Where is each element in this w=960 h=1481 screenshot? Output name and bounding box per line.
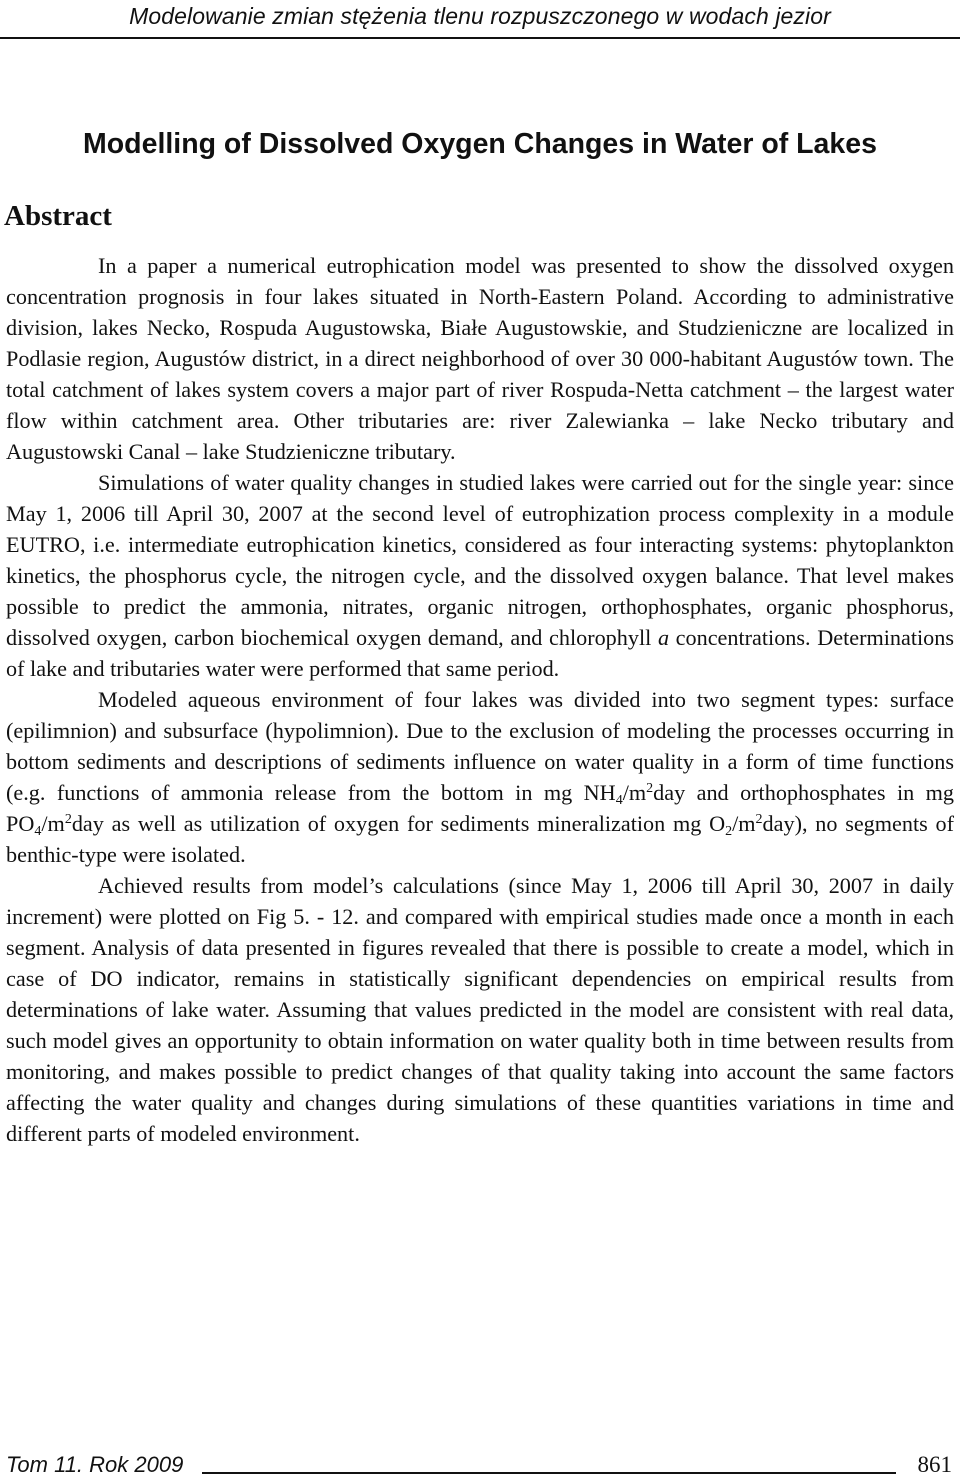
paragraph-text-segment: 2 <box>646 781 654 796</box>
abstract-paragraph <box>6 250 954 467</box>
abstract-paragraph <box>6 870 954 1149</box>
paragraph-text-segment: day), no segments of benthic-type were isolated. <box>6 811 954 867</box>
paragraph-text-segment: 2 <box>755 812 763 827</box>
paragraph-text-segment: concentrations. Determinations of lake and tributaries water were performed that same period. <box>6 625 954 681</box>
paragraph-text-segment: day as well as utilization of oxygen for sediments mineralization mg O <box>71 811 726 836</box>
footer-rule <box>202 1472 896 1474</box>
paragraph-text-segment: 4 <box>615 793 623 808</box>
paragraph-text-segment: Modeled aqueous environment of four lakes was divided into two segment types: surface (epilimnion) and subsurface (hypolimnion). Due to the exclusion of modeling the processes occurring in bottom sediments and descriptions of sediments influence on water quality in a form of time functions (e.g. functions of ammonia release from the bottom in mg NH <box>6 687 954 805</box>
abstract-paragraph <box>6 684 954 870</box>
paragraph-text-segment: /m <box>622 780 647 805</box>
page-footer <box>6 1452 954 1480</box>
volume-label: Tom 11. Rok 2009 <box>6 1452 184 1477</box>
header-rule <box>0 37 960 39</box>
page-number: 861 <box>917 1452 952 1477</box>
paper-title: Modelling of Dissolved Oxygen Changes in Water of Lakes <box>83 128 877 160</box>
running-head-title: Modelowanie zmian stężenia tlenu rozpuszczonego w wodach jezior <box>129 3 831 29</box>
paragraph-text-segment: Simulations of water quality changes in studied lakes were carried out for the single year: since May 1, 2006 till April 30, 2007 at the second level of eutrophization process complexity in a module EUTRO, i.e. intermediate eutrophication kinetics, considered as four interacting systems: phytoplankton kinetics, the phosphorus cycle, the nitrogen cycle, and the dissolved oxygen balance. That level makes possible to predict the ammonia, nitrates, organic nitrogen, orthophosphates, organic phosphorus, dissolved oxygen, carbon biochemical oxygen demand, and chlorophyll <box>6 470 954 650</box>
abstract-paragraph <box>6 467 954 684</box>
paragraph-text-segment: /m <box>732 811 756 836</box>
paragraph-text-segment: Achieved results from model’s calculations (since May 1, 2006 till April 30, 2007 in daily increment) were plotted on Fig 5. - 12. and compared with empirical studies made once a month in each segment. Analysis of data presented in figures revealed that there is possible to create a model, which in case of DO indicator, remains in statistically significant dependencies on empirical results from determinations of lake water. Assuming that values predicted in the model are consistent with real data, such model gives an opportunity to obtain information on water quality both in time between results from monitoring, and makes possible to predict changes of that quality taking into account the same factors affecting the water quality and changes during simulations of these quantities variations in time and different parts of modeled environment. <box>6 873 954 1146</box>
paragraph-text-segment: 4 <box>34 824 42 839</box>
paragraph-text-segment: 2 <box>725 824 733 839</box>
paragraph-text-segment: a <box>657 625 670 650</box>
abstract-body <box>6 250 954 1149</box>
paragraph-text-segment: 2 <box>64 812 72 827</box>
paragraph-text-segment: day and orthophosphates in mg PO <box>6 780 954 836</box>
paragraph-text-segment: /m <box>41 811 65 836</box>
abstract-heading: Abstract <box>4 200 112 232</box>
paragraph-text-segment: In a paper a numerical eutrophication model was presented to show the dissolved oxygen concentration prognosis in four lakes situated in North-Eastern Poland. According to administrative division, lakes Necko, Rospuda Augustowska, Białe Augustowskie, and Studzieniczne are localized in Podlasie region, Augustów district, in a direct neighborhood of over 30 000-habitant Augustów town. The total catchment of lakes system covers a major part of river Rospuda-Netta catchment – the largest water flow within catchment area. Other tributaries are: river Zalewianka – lake Necko tributary and Augustowski Canal – lake Studzieniczne tributary. <box>6 253 954 464</box>
